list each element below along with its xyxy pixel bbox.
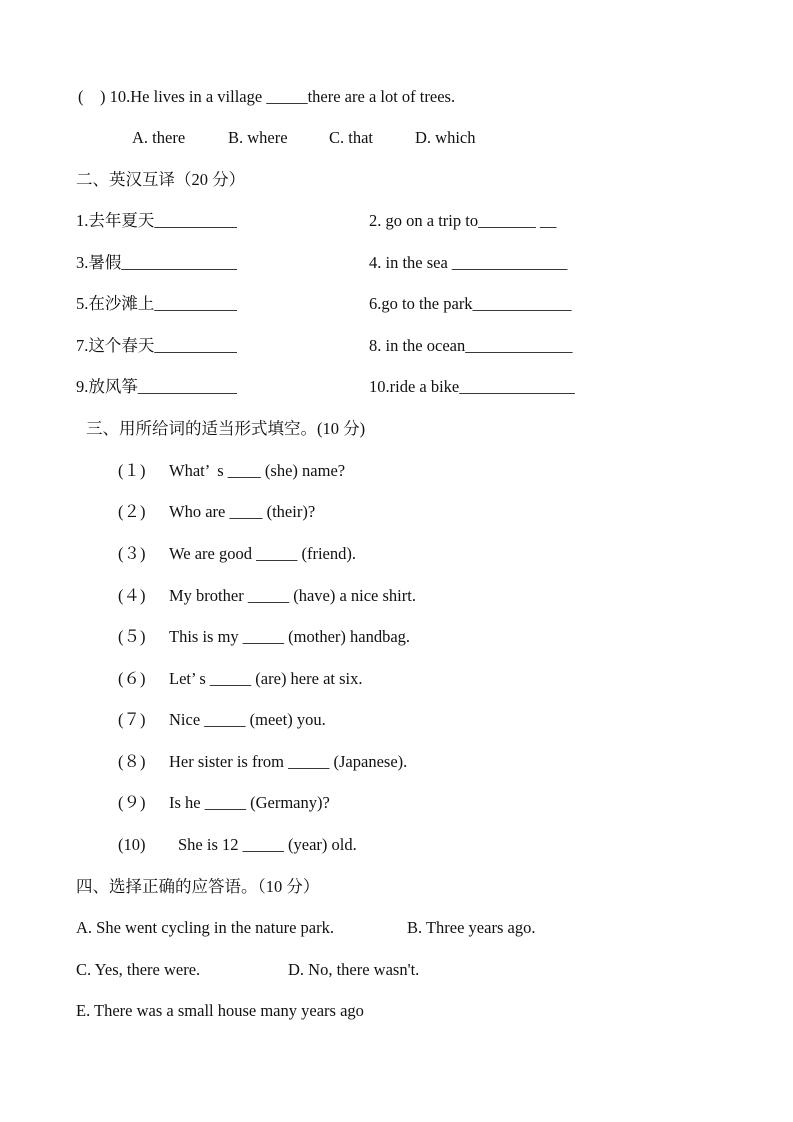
section-title: 三、用所给词的适当形式填空。(10 分) — [86, 419, 366, 438]
option-d: D. which — [415, 128, 476, 147]
item-number: (３) — [118, 544, 146, 563]
item-number: (８) — [118, 752, 146, 771]
fill-in-item: Who are ____ (their)? — [169, 502, 316, 521]
item-number: (10) — [118, 835, 146, 854]
fill-in-item: This is my _____ (mother) handbag. — [169, 627, 411, 646]
response-option-e: E. There was a small house many years ago — [76, 1001, 364, 1020]
fill-in-item: She is 12 _____ (year) old. — [178, 835, 357, 854]
translation-item: 5.在沙滩上__________ — [76, 294, 237, 313]
response-option-d: D. No, there wasn't. — [288, 960, 420, 979]
translation-item: 7.这个春天__________ — [76, 336, 237, 355]
fill-in-item: Let’ s _____ (are) here at six. — [169, 669, 363, 688]
fill-in-item: Is he _____ (Germany)? — [169, 793, 330, 812]
response-option-b: B. Three years ago. — [407, 918, 536, 937]
fill-in-item: My brother _____ (have) a nice shirt. — [169, 586, 416, 605]
item-number: (１) — [118, 461, 146, 480]
question-10-text: ( ) 10.He lives in a village _____there are a lot of trees. — [78, 87, 456, 106]
item-number: (２) — [118, 502, 146, 521]
fill-in-item: Her sister is from _____ (Japanese). — [169, 752, 408, 771]
item-number: (５) — [118, 627, 146, 646]
item-number: (４) — [118, 586, 146, 605]
option-a: A. there — [132, 128, 186, 147]
item-number: (６) — [118, 669, 146, 688]
translation-item: 3.暑假______________ — [76, 253, 237, 272]
translation-item: 6.go to the park____________ — [369, 294, 572, 313]
item-number: (９) — [118, 793, 146, 812]
option-b: B. where — [228, 128, 288, 147]
translation-item: 2. go on a trip to_______ __ — [369, 211, 557, 230]
response-option-a: A. She went cycling in the nature park. — [76, 918, 334, 937]
option-c: C. that — [329, 128, 373, 147]
fill-in-item: What’ s ____ (she) name? — [169, 461, 346, 480]
translation-item: 1.去年夏天__________ — [76, 211, 237, 230]
fill-in-item: Nice _____ (meet) you. — [169, 710, 326, 729]
response-option-c: C. Yes, there were. — [76, 960, 201, 979]
section-title: 二、英汉互译（20 分） — [76, 170, 246, 189]
item-number: (７) — [118, 710, 146, 729]
section-title: 四、选择正确的应答语。（10 分） — [76, 877, 320, 896]
fill-in-item: We are good _____ (friend). — [169, 544, 356, 563]
translation-item: 9.放风筝____________ — [76, 377, 237, 396]
translation-item: 8. in the ocean_____________ — [369, 336, 573, 355]
translation-item: 10.ride a bike______________ — [369, 377, 575, 396]
translation-item: 4. in the sea ______________ — [369, 253, 568, 272]
